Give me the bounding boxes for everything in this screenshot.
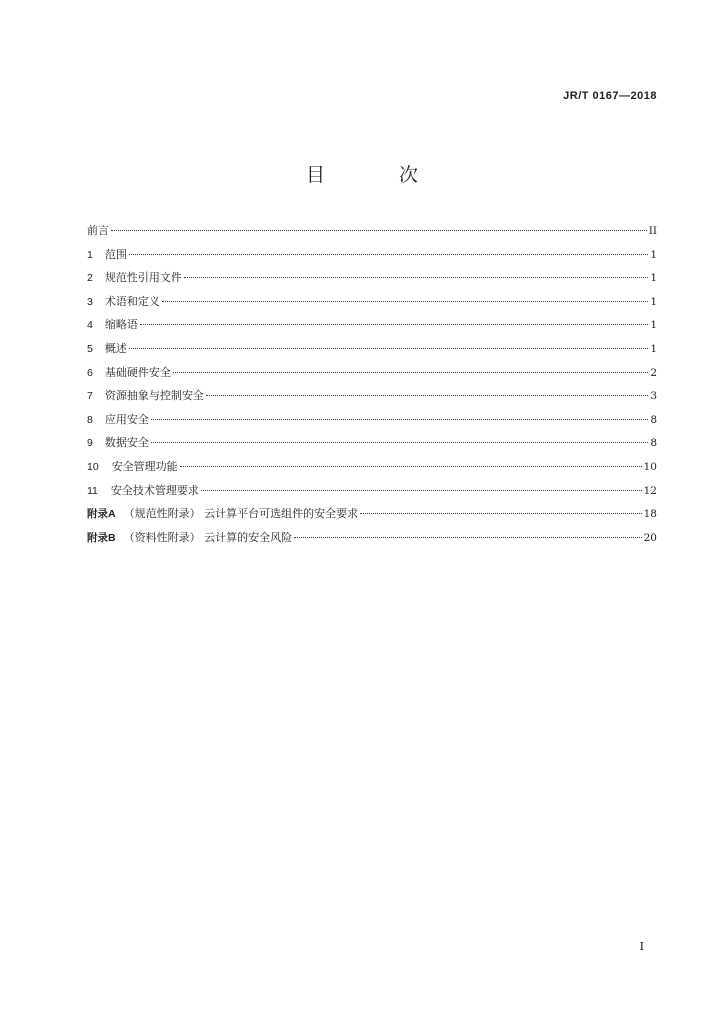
toc-entry-appendix-b[interactable]: [87, 526, 657, 550]
toc-entry-6[interactable]: [87, 361, 657, 385]
leader-dots: [151, 442, 648, 443]
toc-entry-number: 9: [87, 437, 93, 450]
page-number: I: [639, 940, 644, 953]
leader-dots: [201, 490, 642, 491]
toc-entry-page: 18: [643, 508, 657, 521]
toc-entry-number: 2: [87, 272, 93, 285]
toc-entry-page: 8: [650, 437, 657, 450]
toc-entry-label: 安全管理功能: [111, 459, 178, 473]
leader-dots: [294, 537, 642, 538]
toc-entry-label: 前言: [87, 224, 109, 237]
toc-entry-4[interactable]: [87, 313, 657, 337]
leader-dots: [140, 324, 648, 325]
toc-entry-label: （资料性附录） 云计算的安全风险: [123, 530, 293, 544]
toc-entry-label: 资源抽象与控制安全: [104, 389, 204, 403]
toc-entry-number: 附录A: [87, 508, 116, 521]
toc-entry-1[interactable]: [87, 243, 657, 267]
leader-dots: [360, 513, 642, 514]
toc-entry-page: 8: [650, 413, 657, 426]
leader-dots: [129, 254, 648, 255]
toc-entry-8[interactable]: [87, 408, 657, 432]
toc-entry-number: 1: [87, 248, 93, 261]
leader-dots: [184, 277, 648, 278]
toc-entry-11[interactable]: [87, 479, 657, 503]
toc-entry-10[interactable]: [87, 455, 657, 479]
leader-dots: [173, 372, 648, 373]
leader-dots: [151, 419, 648, 420]
toc-entry-label: 概述: [104, 341, 127, 355]
toc-entry-2[interactable]: [87, 266, 657, 290]
toc-entry-page: 10: [643, 460, 657, 473]
toc-entry-3[interactable]: [87, 290, 657, 314]
toc-entry-label: 缩略语: [104, 318, 138, 332]
toc-title: 目 次: [305, 164, 453, 186]
toc-entry-page: 1: [650, 319, 657, 332]
toc-entry-page: 1: [650, 295, 657, 308]
leader-dots: [206, 395, 648, 396]
toc-entry-9[interactable]: [87, 431, 657, 455]
toc-entry-number: 5: [87, 342, 93, 355]
toc-entry-label: 范围: [104, 247, 127, 261]
toc-entry-label: 数据安全: [104, 436, 149, 450]
leader-dots: [180, 466, 642, 467]
toc-entry-number: 7: [87, 390, 93, 403]
toc-entry-number: 6: [87, 366, 93, 379]
toc-entry-label: 规范性引用文件: [104, 271, 182, 285]
toc-entry-page: II: [648, 225, 657, 237]
toc-entry-label: 术语和定义: [104, 294, 160, 308]
toc-entry-label: 应用安全: [104, 412, 149, 426]
toc-entry-preface[interactable]: [87, 219, 657, 243]
leader-dots: [162, 301, 648, 302]
toc-entry-page: 12: [643, 484, 657, 497]
table-of-contents: [87, 219, 657, 549]
toc-entry-number: 10: [87, 460, 99, 473]
document-code: JR/T 0167—2018: [563, 90, 657, 102]
toc-entry-7[interactable]: [87, 384, 657, 408]
toc-entry-number: 4: [87, 319, 93, 332]
toc-entry-label: （规范性附录） 云计算平台可选组件的安全要求: [123, 507, 359, 521]
leader-dots: [129, 348, 648, 349]
toc-entry-number: 11: [87, 484, 98, 497]
toc-entry-page: 1: [650, 272, 657, 285]
leader-dots: [111, 230, 647, 231]
toc-entry-page: 1: [650, 342, 657, 355]
toc-entry-label: 安全技术管理要求: [110, 483, 199, 497]
toc-entry-number: 8: [87, 413, 93, 426]
toc-entry-page: 1: [650, 248, 657, 261]
toc-entry-label: 基础硬件安全: [104, 365, 171, 379]
toc-entry-number: 附录B: [87, 531, 116, 544]
toc-entry-page: 2: [650, 366, 657, 379]
toc-entry-page: 3: [650, 390, 657, 403]
toc-entry-5[interactable]: [87, 337, 657, 361]
toc-entry-number: 3: [87, 295, 93, 308]
toc-entry-appendix-a[interactable]: [87, 502, 657, 526]
toc-entry-page: 20: [643, 531, 657, 544]
